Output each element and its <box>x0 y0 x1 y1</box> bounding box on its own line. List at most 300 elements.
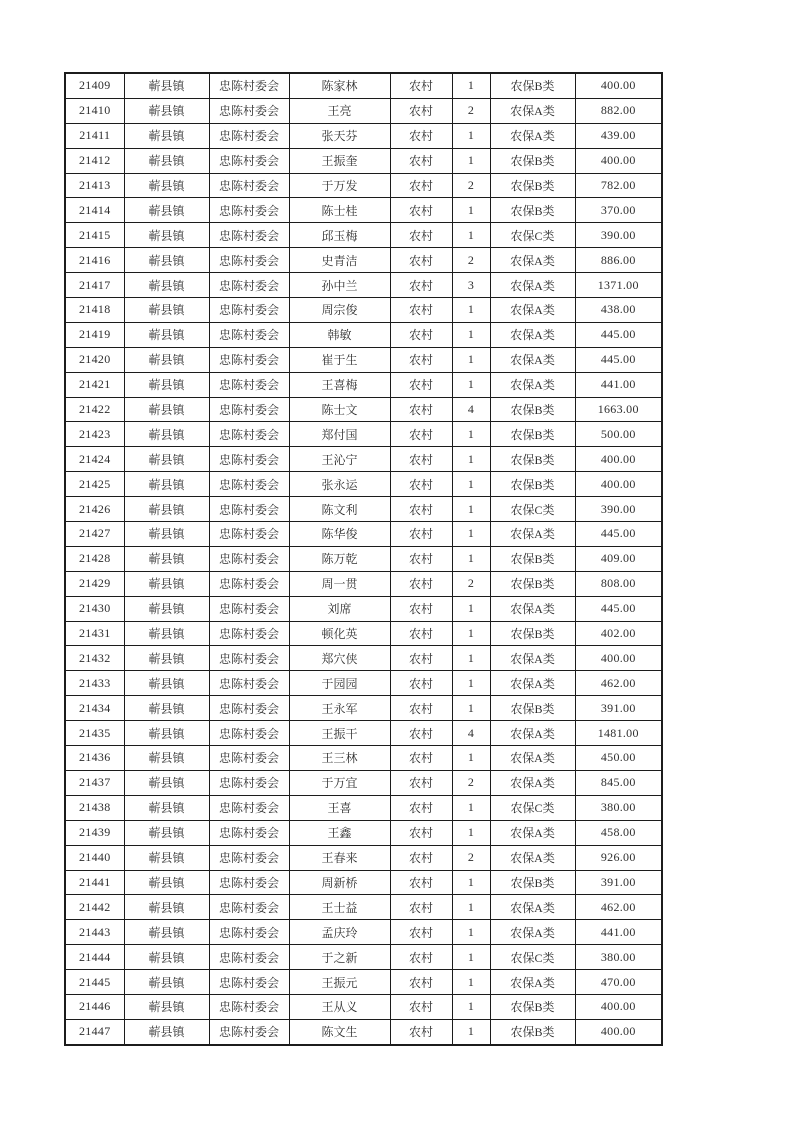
table-row <box>65 497 662 522</box>
table-cell-record-id: 21438 <box>65 795 124 820</box>
table-cell-insurance-category: 农保B类 <box>490 472 575 497</box>
table-cell-town: 蕲县镇 <box>124 422 209 447</box>
table-cell-person-name: 张永运 <box>289 472 390 497</box>
table-cell-town: 蕲县镇 <box>124 472 209 497</box>
table-cell-record-id: 21412 <box>65 148 124 173</box>
table-cell-record-id: 21441 <box>65 870 124 895</box>
table-cell-insurance-category: 农保A类 <box>490 770 575 795</box>
table-cell-insurance-category: 农保B类 <box>490 73 575 98</box>
table-cell-residence-type: 农村 <box>390 497 452 522</box>
table-cell-town: 蕲县镇 <box>124 198 209 223</box>
table-cell-village-committee: 忠陈村委会 <box>209 994 289 1019</box>
table-cell-town: 蕲县镇 <box>124 671 209 696</box>
table-cell-person-name: 王喜梅 <box>289 372 390 397</box>
table-cell-person-count: 1 <box>452 123 490 148</box>
table-row <box>65 397 662 422</box>
table-cell-residence-type: 农村 <box>390 472 452 497</box>
table-cell-town: 蕲县镇 <box>124 920 209 945</box>
table-cell-person-count: 3 <box>452 273 490 298</box>
table-cell-record-id: 21446 <box>65 994 124 1019</box>
table-cell-person-name: 王沁宁 <box>289 447 390 472</box>
table-cell-person-name: 陈华俊 <box>289 522 390 547</box>
table-cell-person-count: 1 <box>452 347 490 372</box>
table-cell-residence-type: 农村 <box>390 148 452 173</box>
table-cell-person-name: 于万宜 <box>289 770 390 795</box>
table-cell-residence-type: 农村 <box>390 646 452 671</box>
table-cell-insurance-category: 农保B类 <box>490 447 575 472</box>
table-cell-insurance-category: 农保C类 <box>490 497 575 522</box>
table-row <box>65 198 662 223</box>
table-cell-town: 蕲县镇 <box>124 1019 209 1044</box>
table-cell-amount: 445.00 <box>575 347 662 372</box>
table-cell-town: 蕲县镇 <box>124 820 209 845</box>
table-cell-town: 蕲县镇 <box>124 98 209 123</box>
table-cell-person-name: 陈家林 <box>289 73 390 98</box>
table-cell-village-committee: 忠陈村委会 <box>209 820 289 845</box>
table-cell-residence-type: 农村 <box>390 920 452 945</box>
table-cell-person-count: 1 <box>452 596 490 621</box>
table-cell-insurance-category: 农保B类 <box>490 546 575 571</box>
table-cell-person-count: 1 <box>452 671 490 696</box>
table-cell-insurance-category: 农保A类 <box>490 845 575 870</box>
table-row <box>65 820 662 845</box>
table-cell-person-name: 刘席 <box>289 596 390 621</box>
table-cell-village-committee: 忠陈村委会 <box>209 497 289 522</box>
table-cell-record-id: 21418 <box>65 298 124 323</box>
table-cell-amount: 400.00 <box>575 148 662 173</box>
table-cell-village-committee: 忠陈村委会 <box>209 746 289 771</box>
table-cell-residence-type: 农村 <box>390 596 452 621</box>
table-cell-amount: 380.00 <box>575 945 662 970</box>
table-cell-amount: 1371.00 <box>575 273 662 298</box>
table-cell-amount: 450.00 <box>575 746 662 771</box>
table-cell-amount: 391.00 <box>575 696 662 721</box>
table-cell-amount: 458.00 <box>575 820 662 845</box>
table-cell-amount: 400.00 <box>575 73 662 98</box>
table-cell-record-id: 21417 <box>65 273 124 298</box>
table-cell-person-count: 1 <box>452 746 490 771</box>
table-cell-village-committee: 忠陈村委会 <box>209 621 289 646</box>
table-row <box>65 845 662 870</box>
table-cell-person-count: 1 <box>452 920 490 945</box>
table-row <box>65 671 662 696</box>
table-cell-town: 蕲县镇 <box>124 621 209 646</box>
table-cell-record-id: 21439 <box>65 820 124 845</box>
table-cell-residence-type: 农村 <box>390 298 452 323</box>
table-cell-person-count: 1 <box>452 73 490 98</box>
table-cell-amount: 886.00 <box>575 248 662 273</box>
table-cell-person-name: 王振干 <box>289 721 390 746</box>
table-cell-insurance-category: 农保A类 <box>490 895 575 920</box>
table-cell-person-name: 顿化英 <box>289 621 390 646</box>
table-cell-person-name: 崔于生 <box>289 347 390 372</box>
table-cell-person-name: 于万发 <box>289 173 390 198</box>
table-cell-residence-type: 农村 <box>390 173 452 198</box>
table-cell-record-id: 21419 <box>65 322 124 347</box>
table-cell-village-committee: 忠陈村委会 <box>209 721 289 746</box>
table-cell-town: 蕲县镇 <box>124 945 209 970</box>
table-cell-person-count: 1 <box>452 372 490 397</box>
table-cell-person-name: 王振奎 <box>289 148 390 173</box>
table-cell-town: 蕲县镇 <box>124 970 209 995</box>
table-cell-village-committee: 忠陈村委会 <box>209 447 289 472</box>
table-cell-residence-type: 农村 <box>390 746 452 771</box>
table-cell-town: 蕲县镇 <box>124 646 209 671</box>
table-cell-amount: 390.00 <box>575 223 662 248</box>
table-cell-record-id: 21430 <box>65 596 124 621</box>
table-cell-person-name: 周新桥 <box>289 870 390 895</box>
table-cell-amount: 445.00 <box>575 522 662 547</box>
table-row <box>65 123 662 148</box>
table-cell-person-name: 周一贯 <box>289 571 390 596</box>
table-cell-village-committee: 忠陈村委会 <box>209 1019 289 1044</box>
table-cell-record-id: 21429 <box>65 571 124 596</box>
table-cell-person-count: 1 <box>452 696 490 721</box>
table-cell-village-committee: 忠陈村委会 <box>209 298 289 323</box>
table-cell-person-name: 于园园 <box>289 671 390 696</box>
table-cell-person-count: 1 <box>452 472 490 497</box>
table-cell-town: 蕲县镇 <box>124 347 209 372</box>
table-cell-village-committee: 忠陈村委会 <box>209 945 289 970</box>
table-cell-village-committee: 忠陈村委会 <box>209 123 289 148</box>
table-cell-person-count: 1 <box>452 522 490 547</box>
table-cell-town: 蕲县镇 <box>124 795 209 820</box>
table-cell-person-name: 郑付国 <box>289 422 390 447</box>
table-cell-residence-type: 农村 <box>390 970 452 995</box>
table-cell-town: 蕲县镇 <box>124 522 209 547</box>
table-row <box>65 696 662 721</box>
table-cell-person-name: 王从义 <box>289 994 390 1019</box>
table-cell-person-name: 陈万乾 <box>289 546 390 571</box>
table-row <box>65 148 662 173</box>
table-cell-person-name: 于之新 <box>289 945 390 970</box>
table-cell-person-name: 史青洁 <box>289 248 390 273</box>
table-cell-residence-type: 农村 <box>390 223 452 248</box>
table-cell-residence-type: 农村 <box>390 422 452 447</box>
table-cell-insurance-category: 农保A类 <box>490 721 575 746</box>
table-cell-town: 蕲县镇 <box>124 447 209 472</box>
table-cell-town: 蕲县镇 <box>124 397 209 422</box>
table-cell-amount: 1663.00 <box>575 397 662 422</box>
table-cell-amount: 400.00 <box>575 994 662 1019</box>
table-cell-town: 蕲县镇 <box>124 148 209 173</box>
table-row <box>65 173 662 198</box>
table-cell-person-count: 1 <box>452 870 490 895</box>
table-cell-village-committee: 忠陈村委会 <box>209 596 289 621</box>
table-cell-insurance-category: 农保A类 <box>490 298 575 323</box>
table-cell-insurance-category: 农保A类 <box>490 920 575 945</box>
table-cell-person-count: 1 <box>452 198 490 223</box>
table-cell-person-count: 2 <box>452 173 490 198</box>
table-cell-amount: 400.00 <box>575 472 662 497</box>
table-cell-person-count: 4 <box>452 721 490 746</box>
table-cell-person-count: 1 <box>452 298 490 323</box>
table-cell-amount: 370.00 <box>575 198 662 223</box>
table-cell-person-count: 2 <box>452 571 490 596</box>
table-row <box>65 223 662 248</box>
table-cell-person-count: 1 <box>452 422 490 447</box>
table-cell-residence-type: 农村 <box>390 347 452 372</box>
table-cell-town: 蕲县镇 <box>124 123 209 148</box>
table-cell-person-name: 王喜 <box>289 795 390 820</box>
table-cell-record-id: 21411 <box>65 123 124 148</box>
table-cell-insurance-category: 农保B类 <box>490 571 575 596</box>
table-cell-amount: 402.00 <box>575 621 662 646</box>
table-cell-insurance-category: 农保A类 <box>490 248 575 273</box>
table-cell-residence-type: 农村 <box>390 372 452 397</box>
table-cell-record-id: 21427 <box>65 522 124 547</box>
table-cell-record-id: 21423 <box>65 422 124 447</box>
table-cell-town: 蕲县镇 <box>124 696 209 721</box>
table-cell-insurance-category: 农保B类 <box>490 422 575 447</box>
table-cell-residence-type: 农村 <box>390 795 452 820</box>
table-cell-residence-type: 农村 <box>390 273 452 298</box>
table-cell-town: 蕲县镇 <box>124 870 209 895</box>
table-cell-village-committee: 忠陈村委会 <box>209 770 289 795</box>
table-cell-town: 蕲县镇 <box>124 721 209 746</box>
table-cell-person-name: 王永军 <box>289 696 390 721</box>
table-cell-insurance-category: 农保A类 <box>490 273 575 298</box>
table-row <box>65 322 662 347</box>
table-cell-residence-type: 农村 <box>390 845 452 870</box>
table-cell-person-count: 1 <box>452 223 490 248</box>
table-cell-person-name: 陈文生 <box>289 1019 390 1044</box>
table-cell-amount: 926.00 <box>575 845 662 870</box>
table-row <box>65 770 662 795</box>
table-row <box>65 646 662 671</box>
table-row <box>65 571 662 596</box>
benefit-table-body <box>65 73 662 1045</box>
table-cell-record-id: 21435 <box>65 721 124 746</box>
table-cell-record-id: 21432 <box>65 646 124 671</box>
table-cell-person-name: 陈文利 <box>289 497 390 522</box>
table-row <box>65 98 662 123</box>
table-cell-amount: 441.00 <box>575 372 662 397</box>
table-row <box>65 746 662 771</box>
table-cell-insurance-category: 农保B类 <box>490 198 575 223</box>
table-cell-amount: 500.00 <box>575 422 662 447</box>
table-cell-residence-type: 农村 <box>390 945 452 970</box>
table-cell-residence-type: 农村 <box>390 721 452 746</box>
table-cell-residence-type: 农村 <box>390 123 452 148</box>
table-cell-amount: 380.00 <box>575 795 662 820</box>
table-cell-insurance-category: 农保A类 <box>490 347 575 372</box>
table-cell-residence-type: 农村 <box>390 1019 452 1044</box>
table-row <box>65 945 662 970</box>
table-cell-insurance-category: 农保A类 <box>490 820 575 845</box>
table-cell-village-committee: 忠陈村委会 <box>209 920 289 945</box>
table-cell-person-count: 1 <box>452 497 490 522</box>
table-cell-insurance-category: 农保A类 <box>490 372 575 397</box>
table-cell-record-id: 21422 <box>65 397 124 422</box>
table-cell-residence-type: 农村 <box>390 397 452 422</box>
table-row <box>65 920 662 945</box>
table-cell-person-name: 陈士桂 <box>289 198 390 223</box>
table-cell-town: 蕲县镇 <box>124 546 209 571</box>
table-cell-amount: 445.00 <box>575 322 662 347</box>
table-cell-village-committee: 忠陈村委会 <box>209 845 289 870</box>
table-cell-record-id: 21410 <box>65 98 124 123</box>
table-cell-amount: 409.00 <box>575 546 662 571</box>
table-cell-town: 蕲县镇 <box>124 845 209 870</box>
table-cell-record-id: 21431 <box>65 621 124 646</box>
table-cell-amount: 462.00 <box>575 895 662 920</box>
table-cell-record-id: 21428 <box>65 546 124 571</box>
table-cell-town: 蕲县镇 <box>124 596 209 621</box>
table-cell-record-id: 21424 <box>65 447 124 472</box>
table-cell-person-name: 王振元 <box>289 970 390 995</box>
table-cell-village-committee: 忠陈村委会 <box>209 522 289 547</box>
table-cell-person-name: 张天芬 <box>289 123 390 148</box>
table-cell-residence-type: 农村 <box>390 571 452 596</box>
table-cell-record-id: 21414 <box>65 198 124 223</box>
table-row <box>65 447 662 472</box>
table-cell-insurance-category: 农保A类 <box>490 522 575 547</box>
table-cell-town: 蕲县镇 <box>124 322 209 347</box>
table-cell-insurance-category: 农保A类 <box>490 970 575 995</box>
table-cell-village-committee: 忠陈村委会 <box>209 248 289 273</box>
table-cell-record-id: 21409 <box>65 73 124 98</box>
table-cell-insurance-category: 农保C类 <box>490 223 575 248</box>
table-cell-residence-type: 农村 <box>390 522 452 547</box>
table-row <box>65 298 662 323</box>
table-cell-village-committee: 忠陈村委会 <box>209 173 289 198</box>
table-row <box>65 422 662 447</box>
table-cell-record-id: 21433 <box>65 671 124 696</box>
table-cell-town: 蕲县镇 <box>124 73 209 98</box>
table-cell-village-committee: 忠陈村委会 <box>209 223 289 248</box>
table-row <box>65 621 662 646</box>
table-cell-village-committee: 忠陈村委会 <box>209 870 289 895</box>
table-cell-record-id: 21444 <box>65 945 124 970</box>
benefit-records-table <box>64 72 663 1046</box>
table-cell-record-id: 21442 <box>65 895 124 920</box>
table-cell-town: 蕲县镇 <box>124 273 209 298</box>
table-cell-town: 蕲县镇 <box>124 994 209 1019</box>
table-cell-insurance-category: 农保A类 <box>490 322 575 347</box>
table-cell-residence-type: 农村 <box>390 447 452 472</box>
table-cell-person-count: 1 <box>452 148 490 173</box>
table-cell-village-committee: 忠陈村委会 <box>209 98 289 123</box>
table-cell-amount: 391.00 <box>575 870 662 895</box>
table-row <box>65 347 662 372</box>
table-cell-residence-type: 农村 <box>390 994 452 1019</box>
table-cell-insurance-category: 农保B类 <box>490 148 575 173</box>
table-cell-person-name: 王三林 <box>289 746 390 771</box>
table-cell-residence-type: 农村 <box>390 671 452 696</box>
table-cell-amount: 462.00 <box>575 671 662 696</box>
table-cell-person-name: 郑穴侠 <box>289 646 390 671</box>
table-cell-amount: 439.00 <box>575 123 662 148</box>
table-cell-record-id: 21434 <box>65 696 124 721</box>
table-cell-insurance-category: 农保B类 <box>490 173 575 198</box>
table-row <box>65 248 662 273</box>
table-cell-record-id: 21447 <box>65 1019 124 1044</box>
table-cell-residence-type: 农村 <box>390 322 452 347</box>
table-cell-town: 蕲县镇 <box>124 770 209 795</box>
table-cell-residence-type: 农村 <box>390 870 452 895</box>
table-cell-record-id: 21415 <box>65 223 124 248</box>
table-cell-village-committee: 忠陈村委会 <box>209 347 289 372</box>
table-cell-residence-type: 农村 <box>390 770 452 795</box>
table-cell-village-committee: 忠陈村委会 <box>209 671 289 696</box>
table-cell-insurance-category: 农保B类 <box>490 870 575 895</box>
table-cell-village-committee: 忠陈村委会 <box>209 372 289 397</box>
table-cell-town: 蕲县镇 <box>124 298 209 323</box>
table-cell-person-name: 周宗俊 <box>289 298 390 323</box>
table-cell-insurance-category: 农保B类 <box>490 621 575 646</box>
table-row <box>65 721 662 746</box>
table-cell-insurance-category: 农保A类 <box>490 671 575 696</box>
table-cell-insurance-category: 农保B类 <box>490 397 575 422</box>
table-cell-insurance-category: 农保B类 <box>490 696 575 721</box>
table-cell-town: 蕲县镇 <box>124 372 209 397</box>
table-cell-residence-type: 农村 <box>390 621 452 646</box>
table-cell-amount: 438.00 <box>575 298 662 323</box>
table-cell-village-committee: 忠陈村委会 <box>209 472 289 497</box>
table-cell-town: 蕲县镇 <box>124 895 209 920</box>
table-row <box>65 994 662 1019</box>
table-cell-person-name: 邱玉梅 <box>289 223 390 248</box>
table-cell-insurance-category: 农保A类 <box>490 746 575 771</box>
table-cell-person-name: 王鑫 <box>289 820 390 845</box>
table-cell-insurance-category: 农保A类 <box>490 646 575 671</box>
table-cell-person-name: 王亮 <box>289 98 390 123</box>
table-row <box>65 73 662 98</box>
table-cell-person-count: 1 <box>452 447 490 472</box>
table-row <box>65 895 662 920</box>
table-cell-village-committee: 忠陈村委会 <box>209 273 289 298</box>
table-cell-person-count: 1 <box>452 322 490 347</box>
table-cell-record-id: 21420 <box>65 347 124 372</box>
table-cell-person-count: 1 <box>452 895 490 920</box>
table-cell-amount: 400.00 <box>575 447 662 472</box>
table-cell-amount: 470.00 <box>575 970 662 995</box>
table-cell-residence-type: 农村 <box>390 198 452 223</box>
table-cell-town: 蕲县镇 <box>124 223 209 248</box>
table-cell-person-count: 1 <box>452 621 490 646</box>
table-row <box>65 522 662 547</box>
table-cell-insurance-category: 农保C类 <box>490 945 575 970</box>
table-row <box>65 596 662 621</box>
table-cell-amount: 445.00 <box>575 596 662 621</box>
table-cell-amount: 390.00 <box>575 497 662 522</box>
table-cell-person-count: 2 <box>452 248 490 273</box>
table-row <box>65 870 662 895</box>
table-cell-village-committee: 忠陈村委会 <box>209 795 289 820</box>
table-cell-record-id: 21421 <box>65 372 124 397</box>
table-cell-amount: 882.00 <box>575 98 662 123</box>
table-row <box>65 970 662 995</box>
table-cell-residence-type: 农村 <box>390 546 452 571</box>
table-cell-person-count: 4 <box>452 397 490 422</box>
table-cell-village-committee: 忠陈村委会 <box>209 895 289 920</box>
table-cell-amount: 808.00 <box>575 571 662 596</box>
table-row <box>65 1019 662 1044</box>
table-cell-person-count: 1 <box>452 646 490 671</box>
table-cell-record-id: 21436 <box>65 746 124 771</box>
table-cell-record-id: 21426 <box>65 497 124 522</box>
table-row <box>65 273 662 298</box>
table-cell-person-count: 1 <box>452 945 490 970</box>
table-cell-person-count: 1 <box>452 994 490 1019</box>
table-cell-village-committee: 忠陈村委会 <box>209 970 289 995</box>
table-cell-insurance-category: 农保C类 <box>490 795 575 820</box>
table-cell-village-committee: 忠陈村委会 <box>209 546 289 571</box>
table-cell-village-committee: 忠陈村委会 <box>209 148 289 173</box>
table-cell-village-committee: 忠陈村委会 <box>209 422 289 447</box>
table-cell-residence-type: 农村 <box>390 98 452 123</box>
